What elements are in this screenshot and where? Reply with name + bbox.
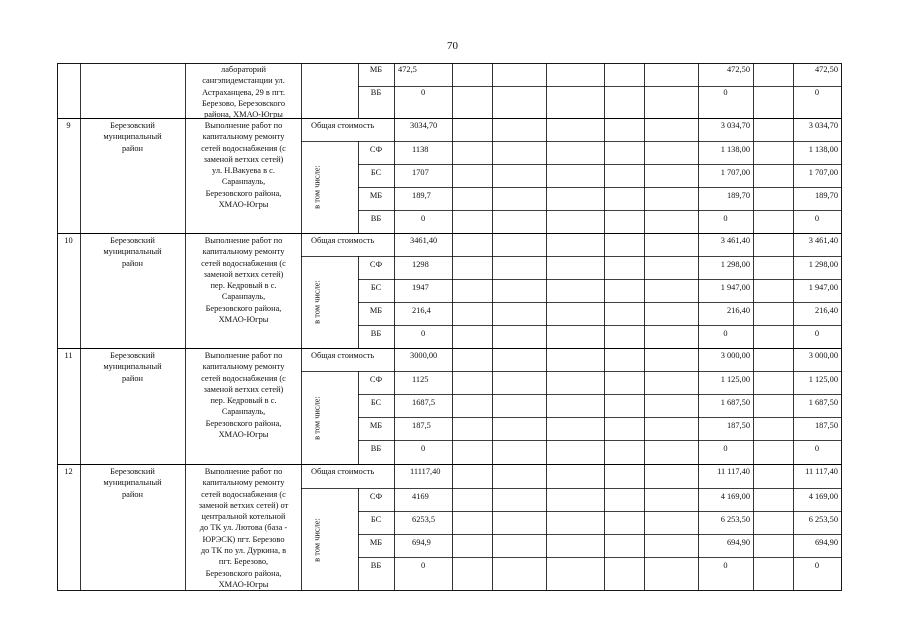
total-amount: 3034,70 — [410, 121, 438, 130]
including-label: в том числе: — [312, 165, 322, 209]
fund-code-sf: СФ — [369, 260, 383, 269]
district-line: район — [121, 143, 144, 153]
continued-description — [186, 64, 301, 120]
mb-amount: 189,7 — [412, 191, 431, 200]
fund-code-mb: МБ — [369, 421, 383, 430]
desc-line: Березово, Березовского — [201, 98, 286, 108]
vb-col-b: 0 — [814, 444, 820, 453]
fund-code-bs: БС — [370, 283, 382, 292]
work-description — [186, 350, 301, 440]
vb-col-a: 0 — [723, 88, 728, 97]
total-cost-label: Общая стоимость — [311, 236, 375, 245]
sf-amount: 1125 — [412, 375, 429, 384]
desc-line: сетей водоснабжения (с — [201, 143, 286, 153]
row-number: 10 — [64, 236, 73, 245]
mb-col-a: 694,90 — [726, 538, 750, 547]
bs-col-b: 6 253,50 — [808, 515, 838, 524]
desc-line: пер. Кедровый в с. — [210, 281, 277, 291]
sf-col-b: 1 298,00 — [808, 260, 838, 269]
district-line: район — [121, 373, 144, 383]
total-col-a: 3 000,00 — [720, 351, 750, 360]
bs-amount: 1947 — [412, 283, 429, 292]
bs-col-a: 1 947,00 — [720, 283, 750, 292]
district-line: район — [121, 258, 144, 268]
sf-amount: 1138 — [412, 145, 429, 154]
desc-line: до ТК по ул. Дуркина, в — [200, 546, 287, 556]
total-col-b: 3 034,70 — [808, 121, 838, 130]
desc-line: ЮРЭСК) пгт. Березово — [202, 534, 285, 544]
sf-col-a: 4 169,00 — [720, 492, 750, 501]
mb-col-a: 472,50 — [726, 65, 750, 74]
fund-code-vb: ВБ — [370, 214, 382, 223]
mb-col-b: 216,40 — [814, 306, 838, 315]
district-line: Березовский — [110, 236, 155, 245]
fund-code-vb: ВБ — [370, 561, 382, 570]
district-name — [80, 350, 185, 384]
sf-col-b: 1 125,00 — [808, 375, 838, 384]
desc-line: ХМАО-Югры — [218, 315, 269, 325]
including-label: в том числе: — [312, 396, 322, 440]
desc-line: Выполнение работ по — [204, 467, 283, 476]
vb-amount: 0 — [421, 329, 426, 338]
fund-code-mb: МБ — [369, 538, 383, 547]
fund-code-mb: МБ — [369, 65, 383, 74]
desc-line: Березовского района, — [205, 188, 282, 198]
desc-line: сетей водоснабжения (с — [201, 258, 286, 268]
desc-line: капитальному ремонту — [202, 478, 285, 488]
desc-line: сетей водоснабжения (с — [201, 489, 286, 499]
total-amount: 3000,00 — [410, 351, 438, 360]
bs-col-a: 6 253,50 — [720, 515, 750, 524]
vb-col-b: 0 — [814, 88, 820, 97]
vb-amount: 0 — [421, 88, 426, 97]
total-col-b: 3 000,00 — [808, 351, 838, 360]
bs-col-b: 1 947,00 — [808, 283, 838, 292]
district-line: Березовский — [110, 351, 155, 360]
district-name — [80, 120, 185, 154]
vb-amount: 0 — [421, 561, 426, 570]
fund-code-sf: СФ — [369, 492, 383, 501]
bs-col-b: 1 707,00 — [808, 168, 838, 177]
desc-line: сетей водоснабжения (с — [201, 373, 286, 383]
total-col-a: 11 117,40 — [717, 467, 750, 476]
desc-line: Выполнение работ по — [204, 121, 283, 130]
vb-col-b: 0 — [814, 561, 820, 570]
total-col-b: 11 117,40 — [805, 467, 838, 476]
fund-code-mb: МБ — [369, 191, 383, 200]
total-col-a: 3 034,70 — [720, 121, 750, 130]
sf-col-b: 4 169,00 — [808, 492, 838, 501]
desc-line: Саранпауль, — [221, 177, 266, 187]
desc-line: до ТК ул. Лютова (база - — [199, 523, 288, 533]
total-cost-label: Общая стоимость — [311, 351, 375, 360]
fund-code-mb: МБ — [369, 306, 383, 315]
desc-line: заменой ветхих сетей) — [203, 384, 284, 394]
desc-line: Выполнение работ по — [204, 236, 283, 245]
including-label: в том числе: — [312, 518, 322, 562]
fund-code-vb: ВБ — [370, 444, 382, 453]
fund-code-vb: ВБ — [370, 88, 382, 97]
sf-col-a: 1 298,00 — [720, 260, 750, 269]
vb-col-a: 0 — [723, 444, 728, 453]
desc-line: сангэпидемстанции ул. — [202, 76, 285, 86]
desc-line: заменой ветхих сетей) — [203, 154, 284, 164]
page-number: 70 — [447, 40, 458, 52]
total-amount: 11117,40 — [410, 467, 441, 476]
fund-code-bs: БС — [370, 168, 382, 177]
district-line: муниципальный — [103, 362, 162, 372]
including-label: в том числе: — [312, 280, 322, 324]
vb-col-b: 0 — [814, 329, 820, 338]
desc-line: Выполнение работ по — [204, 351, 283, 360]
total-amount: 3461,40 — [410, 236, 438, 245]
fund-code-sf: СФ — [369, 375, 383, 384]
vb-col-b: 0 — [814, 214, 820, 223]
sf-col-a: 1 138,00 — [720, 145, 750, 154]
mb-col-b: 694,90 — [814, 538, 838, 547]
district-line: район — [121, 489, 144, 499]
row-number: 9 — [66, 121, 71, 130]
mb-col-a: 189,70 — [726, 191, 750, 200]
desc-line: лабораторий — [221, 65, 266, 74]
total-col-a: 3 461,40 — [720, 236, 750, 245]
desc-line: центральной котельной — [201, 512, 286, 522]
mb-col-a: 187,50 — [726, 421, 750, 430]
desc-line: заменой ветхих сетей) от — [198, 500, 289, 510]
vb-col-a: 0 — [723, 329, 728, 338]
district-line: муниципальный — [103, 132, 162, 142]
fund-code-bs: БС — [370, 515, 382, 524]
total-cost-label: Общая стоимость — [311, 467, 375, 476]
district-line: Березовский — [110, 467, 155, 476]
sf-col-a: 1 125,00 — [720, 375, 750, 384]
row-number: 12 — [64, 467, 73, 476]
desc-line: Березовского района, — [205, 303, 282, 313]
sf-amount: 4169 — [412, 492, 429, 501]
sf-amount: 1298 — [412, 260, 429, 269]
district-line: Березовский — [110, 121, 155, 130]
mb-col-b: 189,70 — [814, 191, 838, 200]
district-name — [80, 235, 185, 269]
mb-amount: 694,9 — [412, 538, 431, 547]
mb-amount: 187,5 — [412, 421, 431, 430]
district-line: муниципальный — [103, 478, 162, 488]
desc-line: пер. Кедровый в с. — [210, 396, 277, 406]
mb-amount: 216,4 — [412, 306, 431, 315]
bs-amount: 1707 — [412, 168, 429, 177]
desc-line: капитальному ремонту — [202, 362, 285, 372]
mb-col-a: 216,40 — [726, 306, 750, 315]
fund-code-bs: БС — [370, 398, 382, 407]
district-name — [80, 466, 185, 500]
district-line: муниципальный — [103, 247, 162, 257]
desc-line: капитальному ремонту — [202, 247, 285, 257]
bs-amount: 6253,5 — [412, 515, 436, 524]
bs-amount: 1687,5 — [412, 398, 436, 407]
desc-line: пгт. Березово, — [218, 557, 269, 567]
desc-line: ул. Н.Вакуева в с. — [212, 166, 275, 176]
vb-amount: 0 — [421, 444, 426, 453]
total-cost-label: Общая стоимость — [311, 121, 375, 130]
desc-line: ХМАО-Югры — [218, 200, 269, 210]
work-description — [186, 120, 301, 210]
desc-line: заменой ветхих сетей) — [203, 269, 284, 279]
desc-line: капитальному ремонту — [202, 132, 285, 142]
desc-line: Саранпауль, — [221, 407, 266, 417]
desc-line: Березовского района, — [205, 418, 282, 428]
vb-col-a: 0 — [723, 214, 728, 223]
mb-amount: 472,5 — [398, 65, 417, 74]
desc-line: Саранпауль, — [221, 292, 266, 302]
desc-line: Астраханцева, 29 в пгт. — [201, 87, 285, 97]
work-description — [186, 466, 301, 590]
row-number: 11 — [64, 351, 73, 360]
desc-line: района, ХМАО-Югры — [204, 110, 283, 120]
bs-col-a: 1 707,00 — [720, 168, 750, 177]
fund-code-sf: СФ — [369, 145, 383, 154]
vb-col-a: 0 — [723, 561, 728, 570]
total-col-b: 3 461,40 — [808, 236, 838, 245]
bs-col-a: 1 687,50 — [720, 398, 750, 407]
mb-col-b: 187,50 — [814, 421, 838, 430]
desc-line: Березовского района, — [205, 568, 282, 578]
fund-code-vb: ВБ — [370, 329, 382, 338]
desc-line: ХМАО-Югры — [218, 579, 269, 589]
mb-col-b: 472,50 — [814, 65, 838, 74]
vb-amount: 0 — [421, 214, 426, 223]
bs-col-b: 1 687,50 — [808, 398, 838, 407]
sf-col-b: 1 138,00 — [808, 145, 838, 154]
work-description — [186, 235, 301, 325]
desc-line: ХМАО-Югры — [218, 430, 269, 440]
